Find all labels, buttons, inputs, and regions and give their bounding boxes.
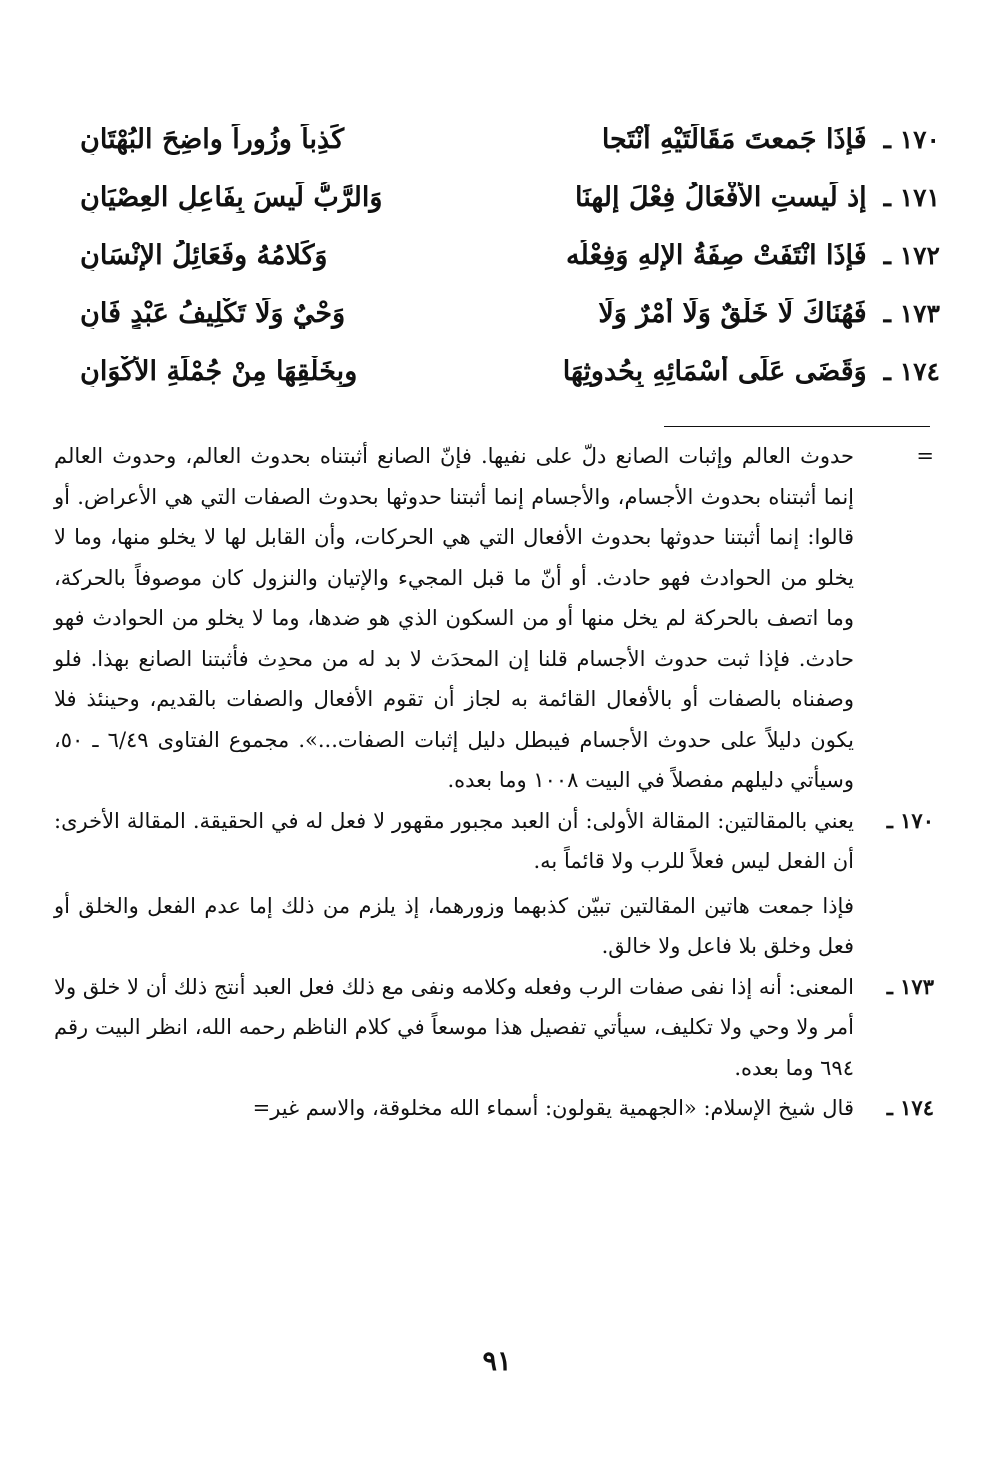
verse-number: ١٧٢ ـ: [883, 240, 940, 270]
verse-first-hemistich: فَإذَا انْتَفَتْ صِفَةُ الإلهِ وَفِعْلُه: [566, 239, 867, 271]
verse-first-hemistich: إذ لَيستِ الأفْعَالُ فِعْلَ إلهِنَا: [574, 181, 867, 213]
footnote-text: حدوث العالم وإثبات الصانع دلّ على نفيها. فإنّ الصانع أثبتناه بحدوث العالم، وحدوث العالم إنما أثبتناه بحدوث الأجسام، والأجسام إنما أثبتنا حدوثها بحدوث الصفات التي هي الأعراض. أو قالوا: إنما أثبتنا حدوثها بحدوث الأفعال التي هي الحركات، وأن القابل لها لا يخلو منها، وما لا يخلو من الحوادث فهو حادث. أو أنّ ما قبل المجيء والإتيان والنزول كان موصوفاً بالحركة، وما اتصف بالحركة لم يخل منها أو من السكون الذي هو ضدها، وما لا يخلو من الحوادث فهو حادث. فإذا ثبت حدوث الأجسام قلنا إن المحدَث لا بد له من محدِث فأثبتنا الصانع بهذا. فلو وصفناه بالصفات أو بالأفعال القائمة به لجاز أن تقوم الأفعال والصفات بالقديم، وحينئذ فلا يكون دليلاً على حدوث الأجسام فيبطل دليل إثبات الصفات...». مجموع الفتاوى ٦/٤٩ ـ ٥٠، وسيأتي دليلهم مفصلاً في البيت ١٠٠٨ وما بعده.: [54, 444, 854, 792]
footnote-continuation: [54, 436, 934, 801]
verse-number: ١٧٣ ـ: [883, 298, 940, 328]
footnote-text: المعنى: أنه إذا نفى صفات الرب وفعله وكلامه ونفى مع ذلك فعل العبد أنتج ذلك أن لا خلق ولا أمر ولا وحي ولا تكليف، سيأتي تفصيل هذا موسعاً في كلام الناظم رحمه الله، انظر البيت رقم ٦٩٤ وما بعده.: [54, 974, 854, 1080]
verse-172: [80, 226, 940, 284]
verse-second-hemistich: وَحْيٌ وَلَا تَكْلِيفُ عَبْدٍ فَانِ: [80, 297, 346, 329]
footnote-text: يعني بالمقالتين: المقالة الأولى: أن العبد مجبور مقهور لا فعل له في الحقيقة. المقالة الأخرى: أن الفعل ليس فعلاً للرب ولا قائماً به.: [54, 808, 854, 873]
verse-171: [80, 168, 940, 226]
footnote-text-continued: فإذا جمعت هاتين المقالتين تبيّن كذبهما وزورهما، إذ يلزم من ذلك إما عدم الفعل والخلق أو فعل وخلق بلا فاعل ولا خالق.: [54, 893, 854, 958]
poem-verses: [80, 110, 940, 400]
verse-first-hemistich: فَإذَا جَمعتَ مَقَالَتَيْهِ أنْتَجا: [601, 123, 867, 155]
verse-first-hemistich: وَقَضَى عَلَى أسْمَائِهِ بِحُدوثِهَا: [562, 355, 867, 387]
verse-174: [80, 342, 940, 400]
footnote-separator: [664, 426, 930, 427]
continuation-marker: =: [916, 444, 934, 468]
page-number: ٩١: [482, 1346, 512, 1377]
verse-second-hemistich: وَالرَّبُّ لَيسَ بِفَاعِلِ العِصْيَانِ: [80, 181, 383, 213]
verse-173: [80, 284, 940, 342]
footnote-number: ١٧٣ ـ: [886, 973, 934, 999]
verse-second-hemistich: كَذِباً وزُوراً واضِحَ البُهْتَانِ: [80, 123, 345, 155]
footnote-number: ١٧٤ ـ: [886, 1095, 934, 1120]
verse-170: [80, 110, 940, 168]
footnote-174: [54, 1088, 934, 1129]
verse-first-hemistich: فَهُنَاكَ لَا خَلْقٌ وَلَا أمْرٌ وَلَا: [598, 297, 867, 329]
verse-second-hemistich: وبِخَلْقِهَا مِنْ جُمْلَةِ الأكْوَانِ: [80, 355, 358, 387]
footnote-number: ١٧٠ ـ: [886, 807, 934, 833]
verse-number: ١٧١ ـ: [883, 182, 940, 212]
footnotes: [54, 436, 934, 1129]
footnote-173: [54, 967, 934, 1089]
verse-number: ١٧٤ ـ: [883, 356, 940, 386]
verse-second-hemistich: وَكَلامُهُ وفَعَائِلُ الإنْسَانِ: [80, 239, 328, 271]
footnote-170: [54, 801, 934, 967]
verse-number: ١٧٠ ـ: [883, 124, 940, 154]
footnote-text: قال شيخ الإسلام: «الجهمية يقولون: أسماء الله مخلوقة، والاسم غير=: [252, 1096, 854, 1120]
